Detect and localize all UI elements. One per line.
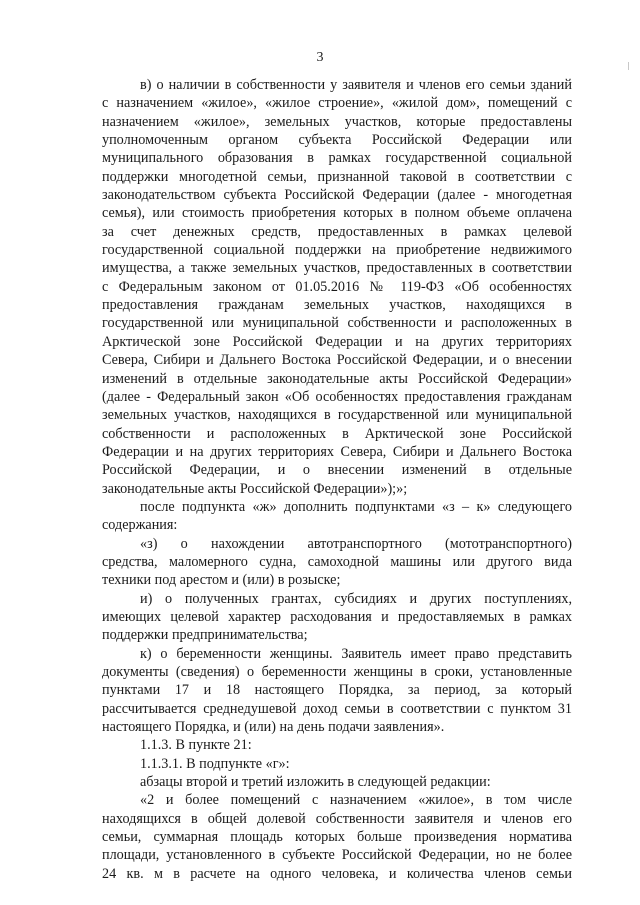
text-line: пунктами 17 и 18 настоящего Порядка, за период, за который bbox=[102, 682, 572, 699]
page-number: 3 bbox=[316, 50, 324, 65]
text-line: с Федеральным законом от 01.05.2016 № 119-ФЗ «Об особенностях bbox=[102, 278, 572, 295]
text-line: и) о полученных грантах, субсидиях и других поступлениях, bbox=[140, 590, 572, 607]
document-body bbox=[102, 76, 572, 883]
scan-mark bbox=[628, 62, 629, 70]
text-line: после подпункта «ж» дополнить подпунктами «з – к» следующего bbox=[140, 498, 572, 515]
text-line: рассчитывается среднедушевой доход семьи в соответствии с пунктом 31 bbox=[102, 700, 572, 717]
text-line: назначением «жилое», земельных участков, которые предоставлены bbox=[102, 113, 572, 130]
text-line: абзацы второй и третий изложить в следующей редакции: bbox=[140, 774, 491, 791]
text-line: законодательством субъекта Российской Федерации (далее - многодетная bbox=[102, 187, 572, 204]
text-line: техники под арестом и (или) в розыске; bbox=[102, 572, 341, 589]
text-line: семьи, суммарная площадь которых больше произведения норматива bbox=[102, 829, 572, 846]
text-line: семья), или стоимость приобретения которых в полном объеме оплачена bbox=[102, 205, 572, 222]
text-line: Российской Федерации, и о внесении изменений в отдельные bbox=[102, 462, 572, 479]
text-line: площади, установленного в субъекте Российской Федерации, но не более bbox=[102, 847, 572, 864]
text-line: изменений в отдельные законодательные акты Российской Федерации» bbox=[102, 370, 572, 387]
text-line: государственной или муниципальной собственности и расположенных в bbox=[102, 315, 572, 332]
text-line: уполномоченным органом субъекта Российской Федерации или bbox=[102, 132, 572, 149]
text-line: «2 и более помещений с назначением «жилое», в том числе bbox=[140, 792, 572, 809]
text-line: государственной социальной поддержки на приобретение недвижимого bbox=[102, 242, 572, 259]
text-line: 24 кв. м в расчете на одного человека, и количества членов семьи bbox=[102, 865, 572, 882]
text-line: настоящего Порядка, и (или) на день подачи заявления». bbox=[102, 719, 445, 736]
text-line: Федерации и на других территориях Севера, Сибири и Дальнего Востока bbox=[102, 443, 572, 460]
text-line: к) о беременности женщины. Заявитель имеет право представить bbox=[140, 645, 572, 662]
text-line: предоставления гражданам земельных участков, находящихся в bbox=[102, 297, 572, 314]
text-line: земельных участков, находящихся в государственной или муниципальной bbox=[102, 407, 572, 424]
text-line: имеющих целевой характер расходования и предоставляемых в рамках bbox=[102, 608, 572, 625]
text-line: 1.1.3. В пункте 21: bbox=[140, 737, 252, 754]
text-line: документы (сведения) о беременности женщины в сроки, установленные bbox=[102, 664, 572, 680]
text-line: находящихся в общей долевой собственности заявителя и членов его bbox=[102, 810, 572, 827]
text-line: поддержки предпринимательства; bbox=[102, 627, 308, 644]
text-line: 1.1.3.1. В подпункте «г»: bbox=[140, 755, 290, 772]
text-line: собственности и расположенных в Арктической зоне Российской bbox=[102, 425, 572, 442]
text-line: Арктической зоне Российской Федерации и на других территориях bbox=[102, 333, 572, 350]
text-line: средства, маломерного судна, самоходной машины или другого вида bbox=[102, 553, 572, 570]
text-line: (далее - Федеральный закон «Об особенностях предоставления гражданам bbox=[102, 388, 572, 405]
text-line: «з) о нахождении автотранспортного (мототранспортного) bbox=[140, 535, 572, 552]
text-line: за счет денежных средств, предоставленных в рамках целевой bbox=[102, 223, 572, 240]
text-line: поддержки многодетной семьи, признанной таковой в соответствии с bbox=[102, 168, 572, 185]
text-line: имущества, а также земельных участков, предоставленных в соответствии bbox=[102, 260, 572, 277]
text-line: Севера, Сибири и Дальнего Востока Российской Федерации, и о внесении bbox=[102, 352, 572, 369]
text-line: с назначением «жилое», «жилое строение», «жилой дом», помещений с bbox=[102, 95, 572, 112]
text-line: в) о наличии в собственности у заявителя и членов его семьи зданий bbox=[140, 77, 572, 93]
text-line: муниципального образования в рамках государственной социальной bbox=[102, 150, 572, 167]
text-line: законодательные акты Российской Федерации»);»; bbox=[102, 480, 408, 497]
text-line: содержания: bbox=[102, 517, 178, 534]
